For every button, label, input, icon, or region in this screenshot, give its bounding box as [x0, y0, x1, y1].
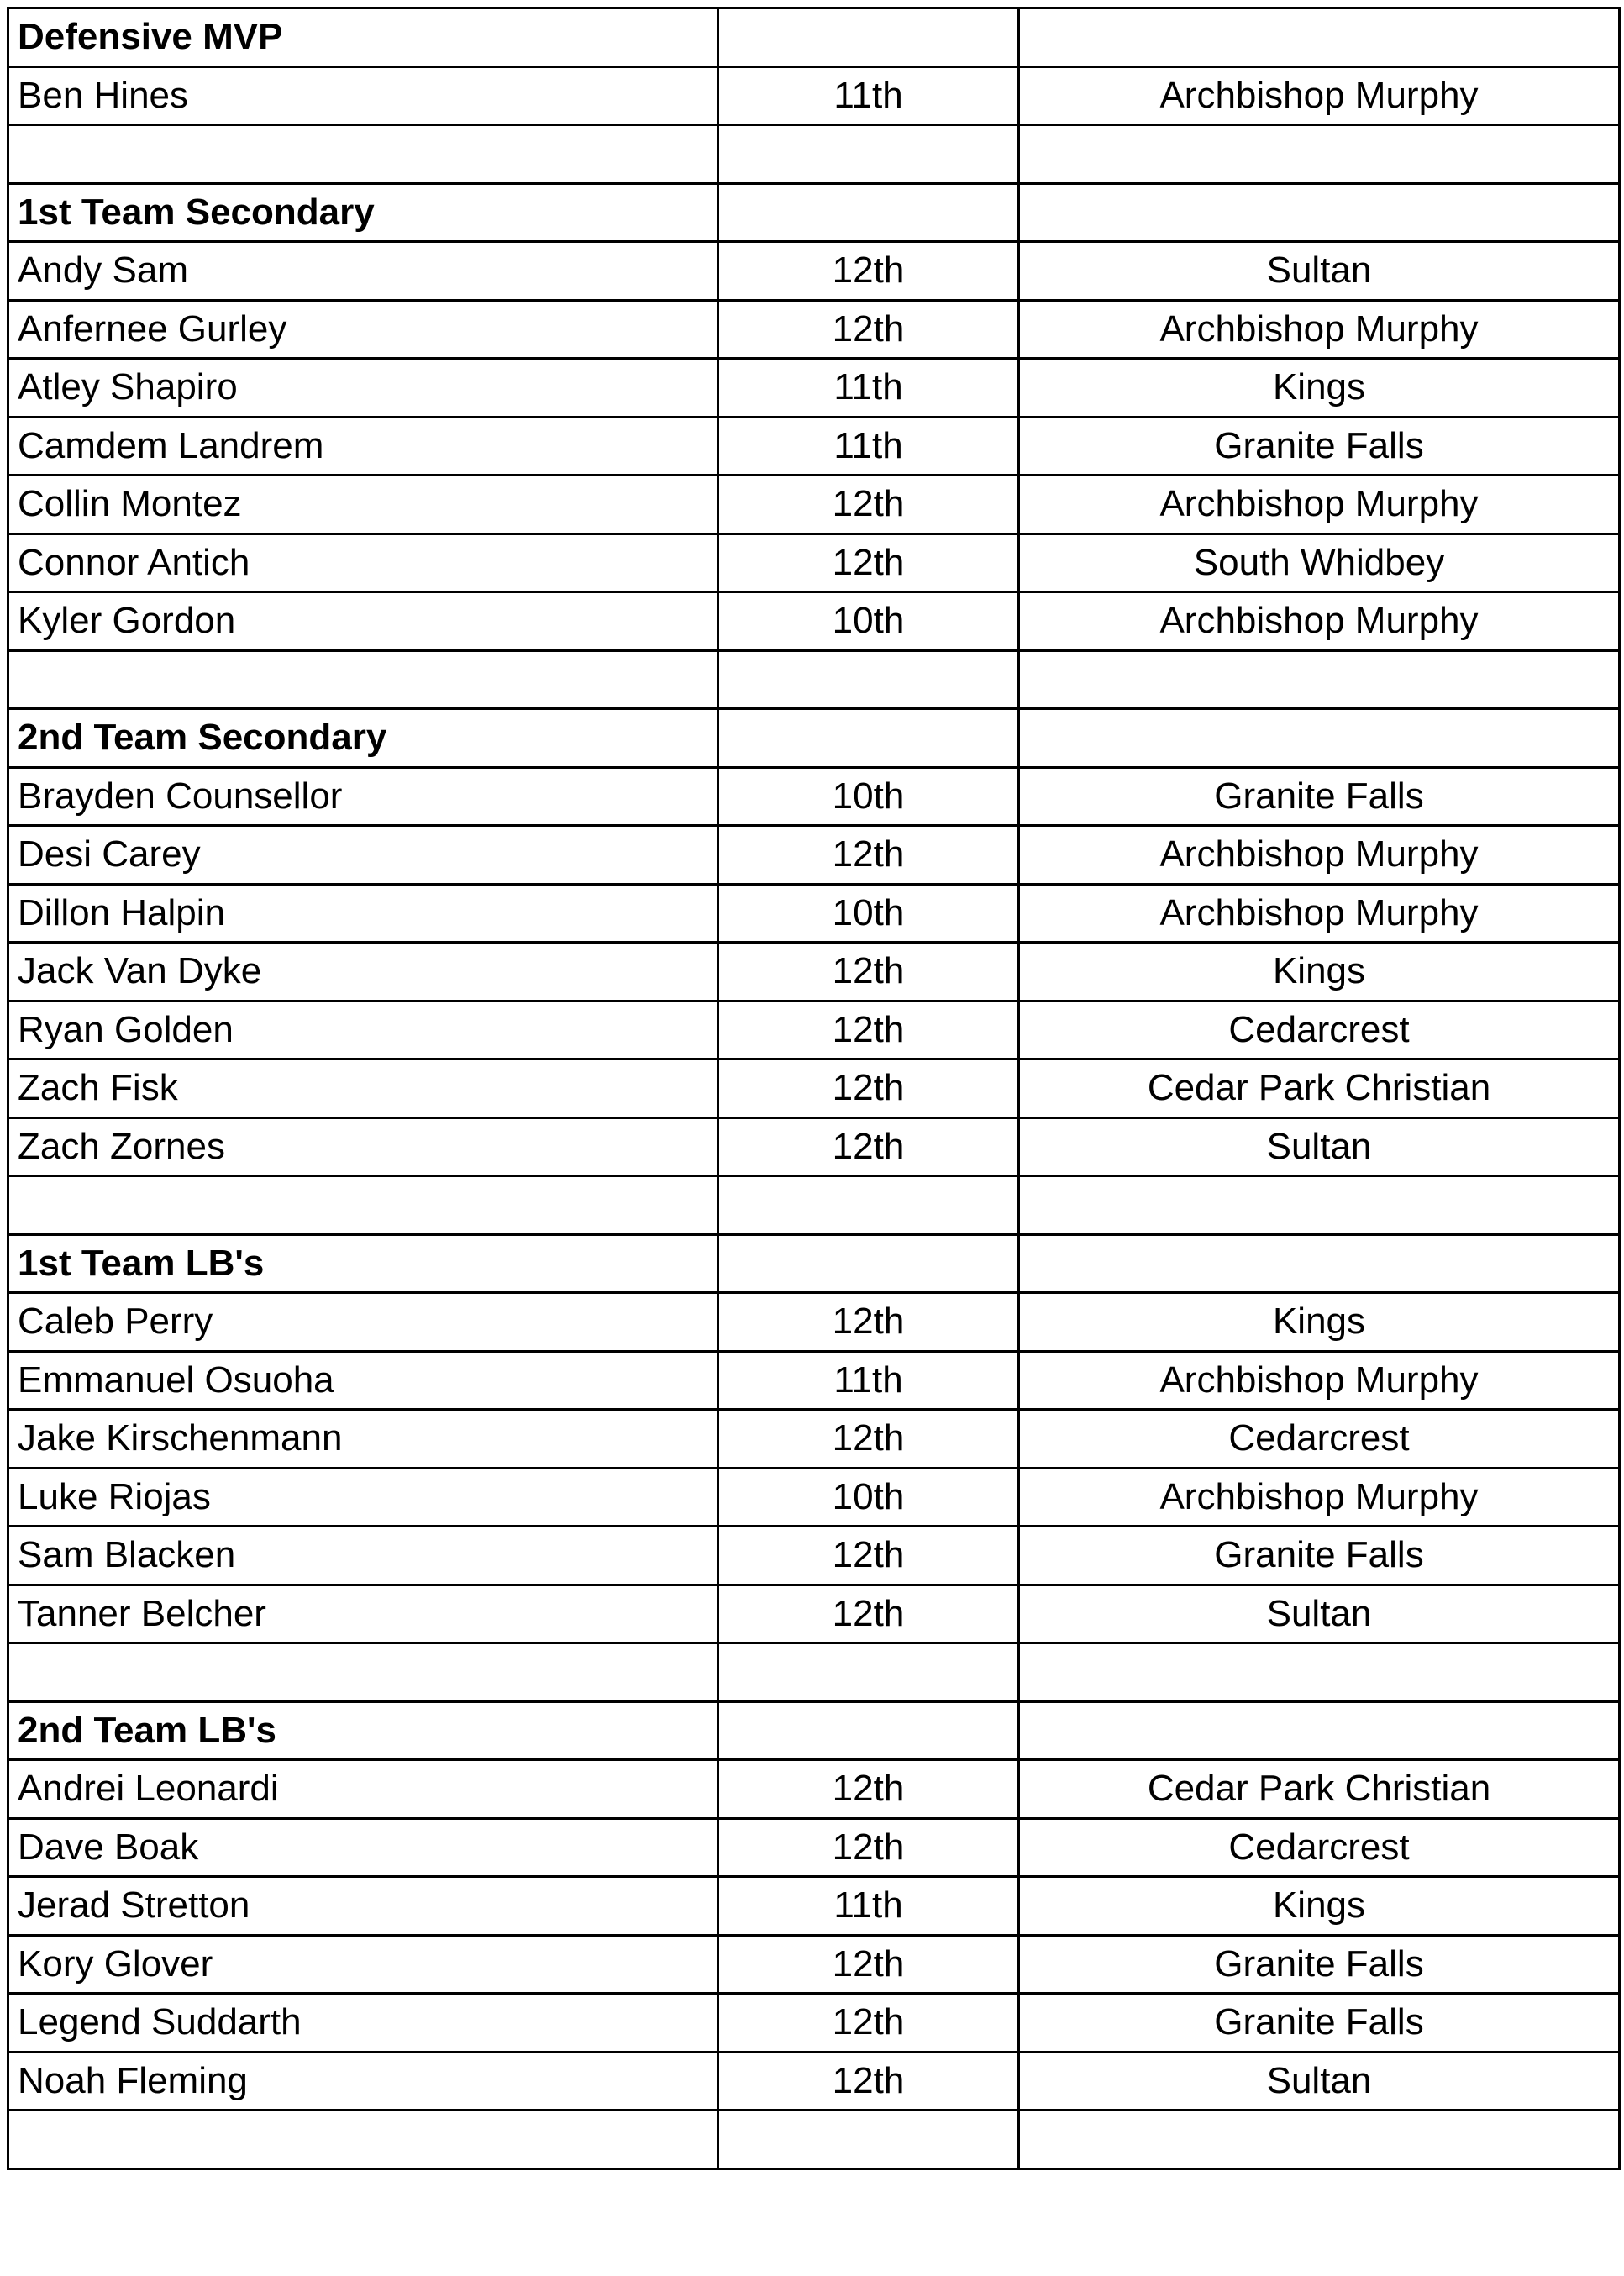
player-row	[8, 359, 1620, 418]
player-school: Cedar Park Christian	[1019, 1059, 1620, 1118]
player-row	[8, 1468, 1620, 1527]
player-name: Andrei Leonardi	[8, 1760, 718, 1819]
player-grade: 11th	[718, 1877, 1019, 1936]
player-school: Sultan	[1019, 1585, 1620, 1643]
empty-cell	[1019, 709, 1620, 768]
player-row	[8, 943, 1620, 1001]
player-grade: 10th	[718, 767, 1019, 826]
player-row	[8, 884, 1620, 943]
player-name: Ryan Golden	[8, 1001, 718, 1059]
blank-spacer-row	[8, 1176, 1620, 1235]
empty-cell	[1019, 183, 1620, 242]
empty-cell	[8, 2110, 718, 2169]
player-name: Kory Glover	[8, 1935, 718, 1994]
player-row	[8, 592, 1620, 651]
player-row	[8, 1351, 1620, 1410]
section-header-row	[8, 8, 1620, 67]
player-name: Connor Antich	[8, 534, 718, 592]
player-grade: 11th	[718, 66, 1019, 125]
player-grade: 12th	[718, 1994, 1019, 2053]
player-name: Dave Boak	[8, 1818, 718, 1877]
player-row	[8, 1994, 1620, 2053]
blank-spacer-row	[8, 1643, 1620, 1702]
player-name: Ben Hines	[8, 66, 718, 125]
player-name: Dillon Halpin	[8, 884, 718, 943]
player-row	[8, 1877, 1620, 1936]
player-name: Emmanuel Osuoha	[8, 1351, 718, 1410]
player-grade: 12th	[718, 476, 1019, 534]
player-school: Archbishop Murphy	[1019, 476, 1620, 534]
player-grade: 11th	[718, 359, 1019, 418]
player-name: Brayden Counsellor	[8, 767, 718, 826]
player-school: Granite Falls	[1019, 1994, 1620, 2053]
player-grade: 12th	[718, 534, 1019, 592]
player-school: Archbishop Murphy	[1019, 1351, 1620, 1410]
player-school: Granite Falls	[1019, 417, 1620, 476]
awards-table-body	[8, 8, 1620, 2169]
player-row	[8, 534, 1620, 592]
player-school: Sultan	[1019, 1117, 1620, 1176]
empty-cell	[718, 1176, 1019, 1235]
player-grade: 12th	[718, 1117, 1019, 1176]
player-school: Archbishop Murphy	[1019, 592, 1620, 651]
empty-cell	[718, 183, 1019, 242]
empty-cell	[1019, 1701, 1620, 1760]
player-row	[8, 476, 1620, 534]
player-school: Kings	[1019, 1877, 1620, 1936]
empty-cell	[1019, 1643, 1620, 1702]
player-name: Camdem Landrem	[8, 417, 718, 476]
player-school: Granite Falls	[1019, 1935, 1620, 1994]
player-school: Cedarcrest	[1019, 1818, 1620, 1877]
player-grade: 12th	[718, 242, 1019, 301]
player-name: Anfernee Gurley	[8, 300, 718, 359]
player-grade: 12th	[718, 1585, 1019, 1643]
player-name: Caleb Perry	[8, 1293, 718, 1352]
player-school: Cedarcrest	[1019, 1001, 1620, 1059]
player-grade: 12th	[718, 1059, 1019, 1118]
player-name: Luke Riojas	[8, 1468, 718, 1527]
player-school: Granite Falls	[1019, 1527, 1620, 1585]
player-name: Sam Blacken	[8, 1527, 718, 1585]
player-row	[8, 1527, 1620, 1585]
player-grade: 12th	[718, 1527, 1019, 1585]
section-title: Defensive MVP	[8, 8, 718, 67]
empty-cell	[718, 2110, 1019, 2169]
player-school: Cedar Park Christian	[1019, 1760, 1620, 1819]
empty-cell	[1019, 2110, 1620, 2169]
awards-table	[7, 7, 1621, 2170]
player-school: Sultan	[1019, 2052, 1620, 2110]
empty-cell	[8, 650, 718, 709]
player-row	[8, 826, 1620, 885]
player-row	[8, 417, 1620, 476]
player-row	[8, 1059, 1620, 1118]
empty-cell	[718, 709, 1019, 768]
blank-spacer-row	[8, 125, 1620, 184]
section-header-row	[8, 183, 1620, 242]
player-school: Archbishop Murphy	[1019, 1468, 1620, 1527]
player-name: Jerad Stretton	[8, 1877, 718, 1936]
player-row	[8, 1818, 1620, 1877]
empty-cell	[1019, 125, 1620, 184]
section-title: 1st Team LB's	[8, 1234, 718, 1293]
player-row	[8, 2052, 1620, 2110]
player-grade: 12th	[718, 1935, 1019, 1994]
section-title: 2nd Team Secondary	[8, 709, 718, 768]
player-name: Kyler Gordon	[8, 592, 718, 651]
player-name: Zach Fisk	[8, 1059, 718, 1118]
empty-cell	[718, 8, 1019, 67]
empty-cell	[718, 1643, 1019, 1702]
player-grade: 10th	[718, 1468, 1019, 1527]
player-grade: 12th	[718, 826, 1019, 885]
player-name: Zach Zornes	[8, 1117, 718, 1176]
empty-cell	[718, 1234, 1019, 1293]
player-grade: 12th	[718, 2052, 1019, 2110]
player-name: Tanner Belcher	[8, 1585, 718, 1643]
player-name: Desi Carey	[8, 826, 718, 885]
player-school: Kings	[1019, 1293, 1620, 1352]
empty-cell	[1019, 1176, 1620, 1235]
empty-cell	[718, 125, 1019, 184]
section-header-row	[8, 709, 1620, 768]
blank-spacer-row	[8, 650, 1620, 709]
player-name: Collin Montez	[8, 476, 718, 534]
player-school: Archbishop Murphy	[1019, 826, 1620, 885]
player-school: South Whidbey	[1019, 534, 1620, 592]
player-name: Jake Kirschenmann	[8, 1410, 718, 1469]
empty-cell	[8, 1176, 718, 1235]
player-row	[8, 1117, 1620, 1176]
player-school: Archbishop Murphy	[1019, 66, 1620, 125]
player-name: Noah Fleming	[8, 2052, 718, 2110]
player-grade: 12th	[718, 1818, 1019, 1877]
player-row	[8, 767, 1620, 826]
empty-cell	[718, 1701, 1019, 1760]
player-row	[8, 1410, 1620, 1469]
empty-cell	[1019, 1234, 1620, 1293]
player-grade: 12th	[718, 300, 1019, 359]
player-grade: 12th	[718, 943, 1019, 1001]
player-grade: 12th	[718, 1001, 1019, 1059]
empty-cell	[1019, 650, 1620, 709]
player-school: Sultan	[1019, 242, 1620, 301]
player-name: Jack Van Dyke	[8, 943, 718, 1001]
player-grade: 10th	[718, 592, 1019, 651]
player-grade: 11th	[718, 417, 1019, 476]
section-header-row	[8, 1701, 1620, 1760]
player-school: Archbishop Murphy	[1019, 300, 1620, 359]
player-row	[8, 1760, 1620, 1819]
player-school: Kings	[1019, 359, 1620, 418]
player-row	[8, 1935, 1620, 1994]
player-grade: 10th	[718, 884, 1019, 943]
player-school: Cedarcrest	[1019, 1410, 1620, 1469]
empty-cell	[8, 125, 718, 184]
player-school: Kings	[1019, 943, 1620, 1001]
player-grade: 11th	[718, 1351, 1019, 1410]
player-row	[8, 1001, 1620, 1059]
empty-cell	[1019, 8, 1620, 67]
player-row	[8, 66, 1620, 125]
player-name: Atley Shapiro	[8, 359, 718, 418]
section-title: 1st Team Secondary	[8, 183, 718, 242]
empty-cell	[718, 650, 1019, 709]
empty-cell	[8, 1643, 718, 1702]
section-title: 2nd Team LB's	[8, 1701, 718, 1760]
player-row	[8, 1293, 1620, 1352]
player-row	[8, 300, 1620, 359]
player-row	[8, 1585, 1620, 1643]
player-row	[8, 242, 1620, 301]
player-school: Granite Falls	[1019, 767, 1620, 826]
player-name: Andy Sam	[8, 242, 718, 301]
section-header-row	[8, 1234, 1620, 1293]
player-grade: 12th	[718, 1760, 1019, 1819]
player-grade: 12th	[718, 1410, 1019, 1469]
player-name: Legend Suddarth	[8, 1994, 718, 2053]
player-school: Archbishop Murphy	[1019, 884, 1620, 943]
blank-spacer-row	[8, 2110, 1620, 2169]
player-grade: 12th	[718, 1293, 1019, 1352]
